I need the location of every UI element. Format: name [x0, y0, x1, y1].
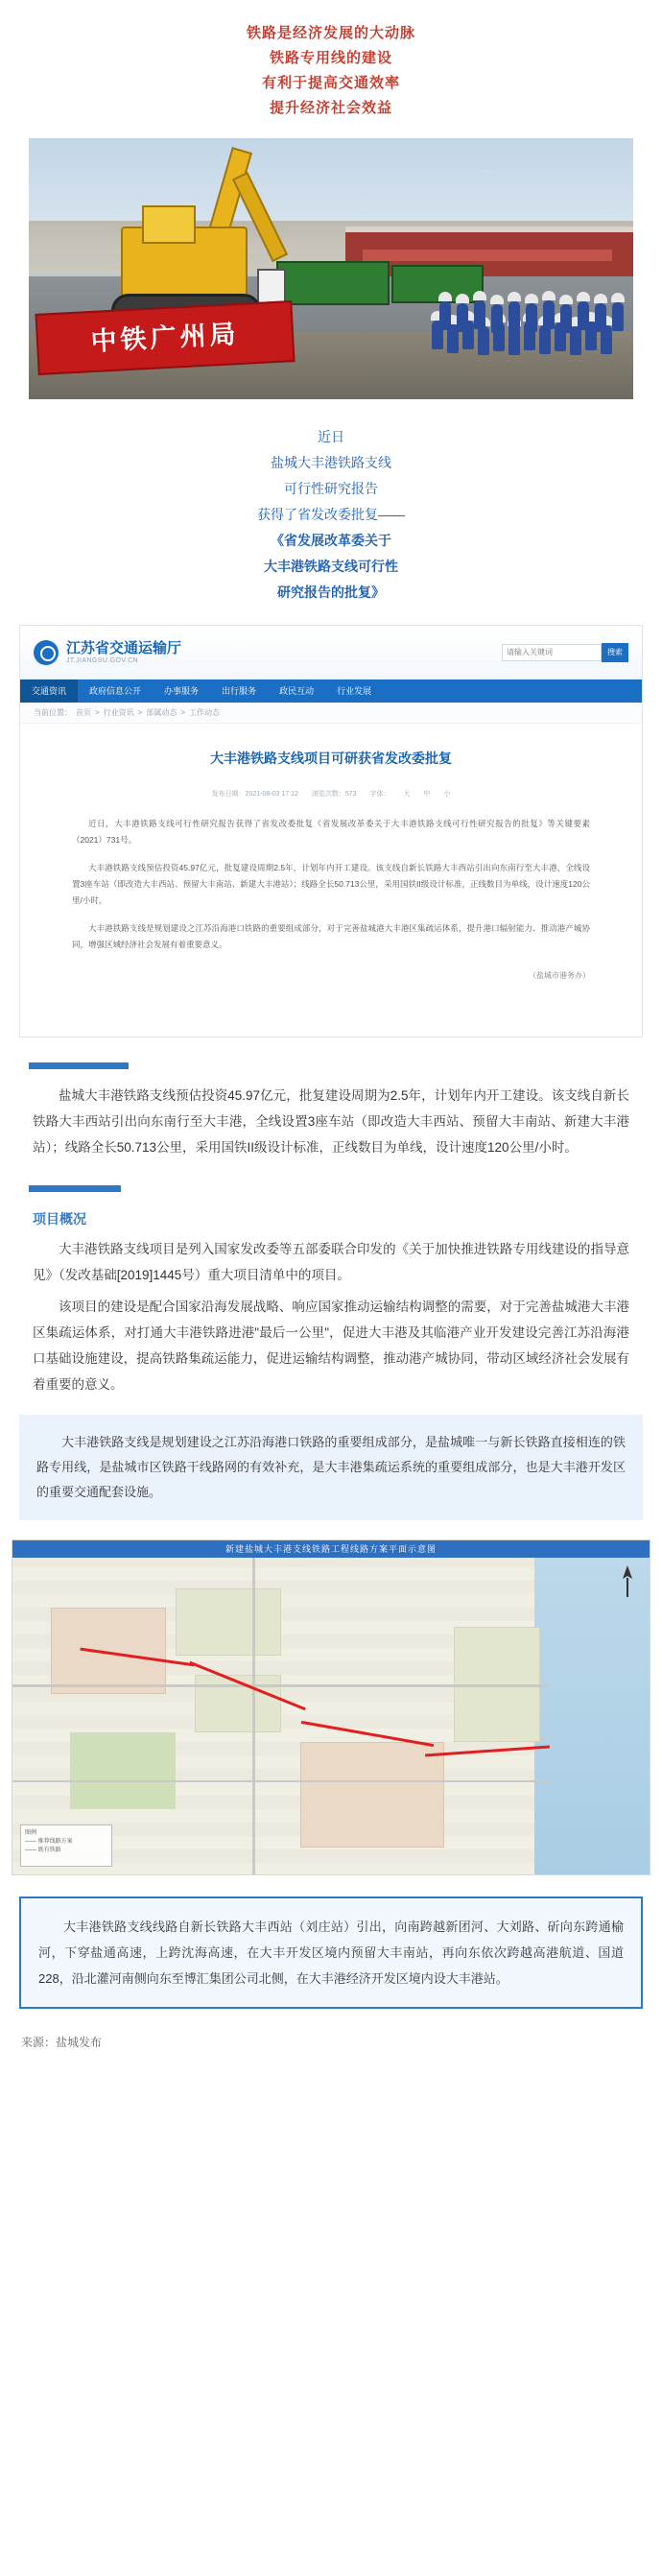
excavator-cab — [142, 205, 196, 244]
headline-line-3: 有利于提高交通效率 — [261, 75, 400, 91]
intro-line-5: 《省发展改革委关于 — [271, 533, 391, 548]
hero-image-wrap — [0, 134, 662, 399]
map-parcel-1 — [176, 1588, 281, 1656]
breadcrumb-2: > — [95, 708, 100, 717]
green-truck-1 — [276, 261, 390, 305]
map-green-area — [70, 1732, 176, 1809]
font-small-button[interactable]: 小 — [443, 791, 451, 798]
search-input[interactable] — [502, 644, 602, 661]
breadcrumb-5[interactable]: 部属动态 — [146, 708, 177, 717]
site-subtitle: JT.JIANGSU.GOV.CN — [66, 657, 138, 664]
worker-crowd — [432, 282, 633, 365]
map-urban-area-2 — [300, 1742, 444, 1848]
article-paragraph-3: 大丰港铁路支线是规划建设之江苏沿海港口铁路的重要组成部分，对于完善盐城港大丰港区集疏运体系，提升港口辐射能力、推动港产城协同，增强区域经济社会发展有着重要意义。 — [72, 923, 590, 949]
font-large-button[interactable]: 大 — [403, 791, 411, 798]
meta-fontsize-label: 字体： — [369, 791, 390, 798]
summary-paragraph: 盐城大丰港铁路支线预估投资45.97亿元，批复建设周期为2.5年，计划年内开工建设。该支线自新长铁路大丰西站引出向东南行至大丰港，全线设置3座车站（即改造大丰西站、预留大丰南站、新建大丰港站）；线路全长50.713公里，采用国铁II级设计标准，正线数目为单线，设计速度120公里/小时。 — [33, 1088, 629, 1155]
map-road-horizontal — [12, 1684, 550, 1687]
construction-banner: 中铁广州局 — [35, 300, 296, 375]
intro-line-6: 大丰港铁路支线可行性 — [264, 559, 398, 574]
site-logo-icon — [34, 640, 59, 665]
website-screenshot-wrap — [0, 611, 662, 1038]
map-legend — [20, 1825, 112, 1867]
breadcrumb-4: > — [137, 708, 143, 717]
legend-item-1: —— 推荐线路方案 — [25, 1839, 73, 1845]
nav-item-2[interactable]: 办事服务 — [164, 686, 200, 696]
site-search[interactable] — [502, 643, 628, 662]
map-sea — [534, 1558, 650, 1875]
screenshot-fade — [20, 998, 642, 1037]
headline — [0, 0, 662, 134]
headline-line-1: 铁路是经济发展的大动脉 — [246, 25, 415, 41]
breadcrumb — [20, 703, 642, 724]
article-body — [20, 724, 642, 998]
intro-line-3: 可行性研究报告 — [284, 481, 378, 496]
search-button[interactable]: 搜索 — [602, 643, 628, 662]
section-title: 项目概况 — [33, 1211, 86, 1227]
divider-bar-1 — [29, 1062, 129, 1069]
legend-item-2: —— 既有铁路 — [25, 1848, 61, 1853]
intro-line-2: 盐城大丰港铁路支线 — [271, 455, 391, 470]
site-nav[interactable] — [20, 680, 642, 703]
map-road-vertical — [252, 1558, 255, 1875]
intro-line-4: 获得了省发改委批复—— — [257, 507, 405, 522]
font-medium-button[interactable]: 中 — [423, 791, 431, 798]
intro-block — [0, 399, 662, 611]
map-title: 新建盐城大丰港支线铁路工程线路方案平面示意图 — [12, 1540, 650, 1558]
article-title: 大丰港铁路支线项目可研获省发改委批复 — [210, 751, 452, 766]
final-description-box: 大丰港铁路支线线路自新长铁路大丰西站（刘庄站）引出，向南跨越新团河、大刘路、斫向东跨通榆河，下穿盐通高速，上跨沈海高速，在大丰开发区境内预留大丰南站，再向东依次跨越高港航道、国道228，沿北灌河南侧向东至博汇集团公司北侧，在大丰港经济开发区境内设大丰港站。 — [19, 1896, 643, 2009]
nav-item-4[interactable]: 政民互动 — [279, 686, 315, 696]
article-meta — [72, 789, 590, 799]
meta-date: 发布日期：2021-08-03 17:12 — [211, 791, 298, 798]
section-paragraph-1: 大丰港铁路支线项目是列入国家发改委等五部委联合印发的《关于加快推进铁路专用线建设的指导意见》（发改基础[2019]1445号）重大项目清单中的项目。 — [33, 1242, 629, 1282]
nav-item-5[interactable]: 行业发展 — [337, 686, 372, 696]
site-header — [20, 626, 642, 680]
headline-line-4: 提升经济社会效益 — [269, 100, 392, 116]
intro-line-7: 研究报告的批复》 — [277, 584, 385, 600]
breadcrumb-3[interactable]: 行业资讯 — [103, 708, 134, 717]
breadcrumb-1[interactable]: 首页 — [76, 708, 91, 717]
nav-item-1[interactable]: 政府信息公开 — [89, 686, 142, 696]
gov-website-screenshot — [19, 625, 643, 1038]
map-wrap — [0, 1520, 662, 1875]
compass-icon — [619, 1565, 636, 1598]
headline-line-2: 铁路专用线的建设 — [269, 50, 392, 66]
nav-item-0[interactable]: 交通资讯 — [20, 680, 78, 703]
breadcrumb-0: 当前位置： — [34, 708, 72, 717]
legend-title: 图例 — [25, 1830, 37, 1836]
article-signature: （盐城市港务办） — [529, 971, 590, 980]
intro-line-1: 近日 — [318, 429, 344, 444]
section-paragraph-2: 该项目的建设是配合国家沿海发展战略、响应国家推动运输结构调整的需要，对于完善盐城港大丰港区集疏运体系，对打通大丰港铁路进港"最后一公里"，促进大丰港及其临港产业开发建设完善江苏沿海港口基础设施建设，提高铁路集疏运能力，促进运输结构调整，推动港产城协同，带动区域经济社会发展有着重要的意义。 — [33, 1300, 629, 1392]
nav-item-3[interactable]: 出行服务 — [222, 686, 257, 696]
site-title: 江苏省交通运输厅 — [66, 640, 182, 656]
construction-photo — [29, 138, 633, 399]
map-road-horizontal-2 — [12, 1780, 550, 1782]
meta-views: 浏览次数：573 — [311, 791, 357, 798]
breadcrumb-6: > — [180, 708, 186, 717]
article-paragraph-1: 近日，大丰港铁路支线可行性研究报告获得了省发改委批复《省发展改革委关于大丰港铁路支线可行性研究报告的批复》等关键要素（2021）731号。 — [72, 819, 590, 845]
callout-box: 大丰港铁路支线是规划建设之江苏沿海港口铁路的重要组成部分，是盐城唯一与新长铁路直接相连的铁路专用线，是盐城市区铁路干线路网的有效补充，是大丰港集疏运系统的重要组成部分，也是大丰港开发区的重要交通配套设施。 — [19, 1415, 643, 1520]
article-paragraph-2: 大丰港铁路支线预估投资45.97亿元，批复建设周期2.5年，计划年内开工建设。该支线自新长铁路大丰西站引出向东南行至大丰港，全线设置3座车站（即改造大丰西站、预留大丰南站、新建大丰港站）；线路全长50.713公里，采用国铁II级设计标准，正线数目为单线，设计速度120公里/小时。 — [72, 863, 590, 905]
route-map — [12, 1539, 650, 1875]
divider-bar-2 — [29, 1185, 121, 1192]
source-line: 来源：盐城发布 — [21, 2036, 103, 2049]
breadcrumb-7[interactable]: 工作动态 — [189, 708, 221, 717]
